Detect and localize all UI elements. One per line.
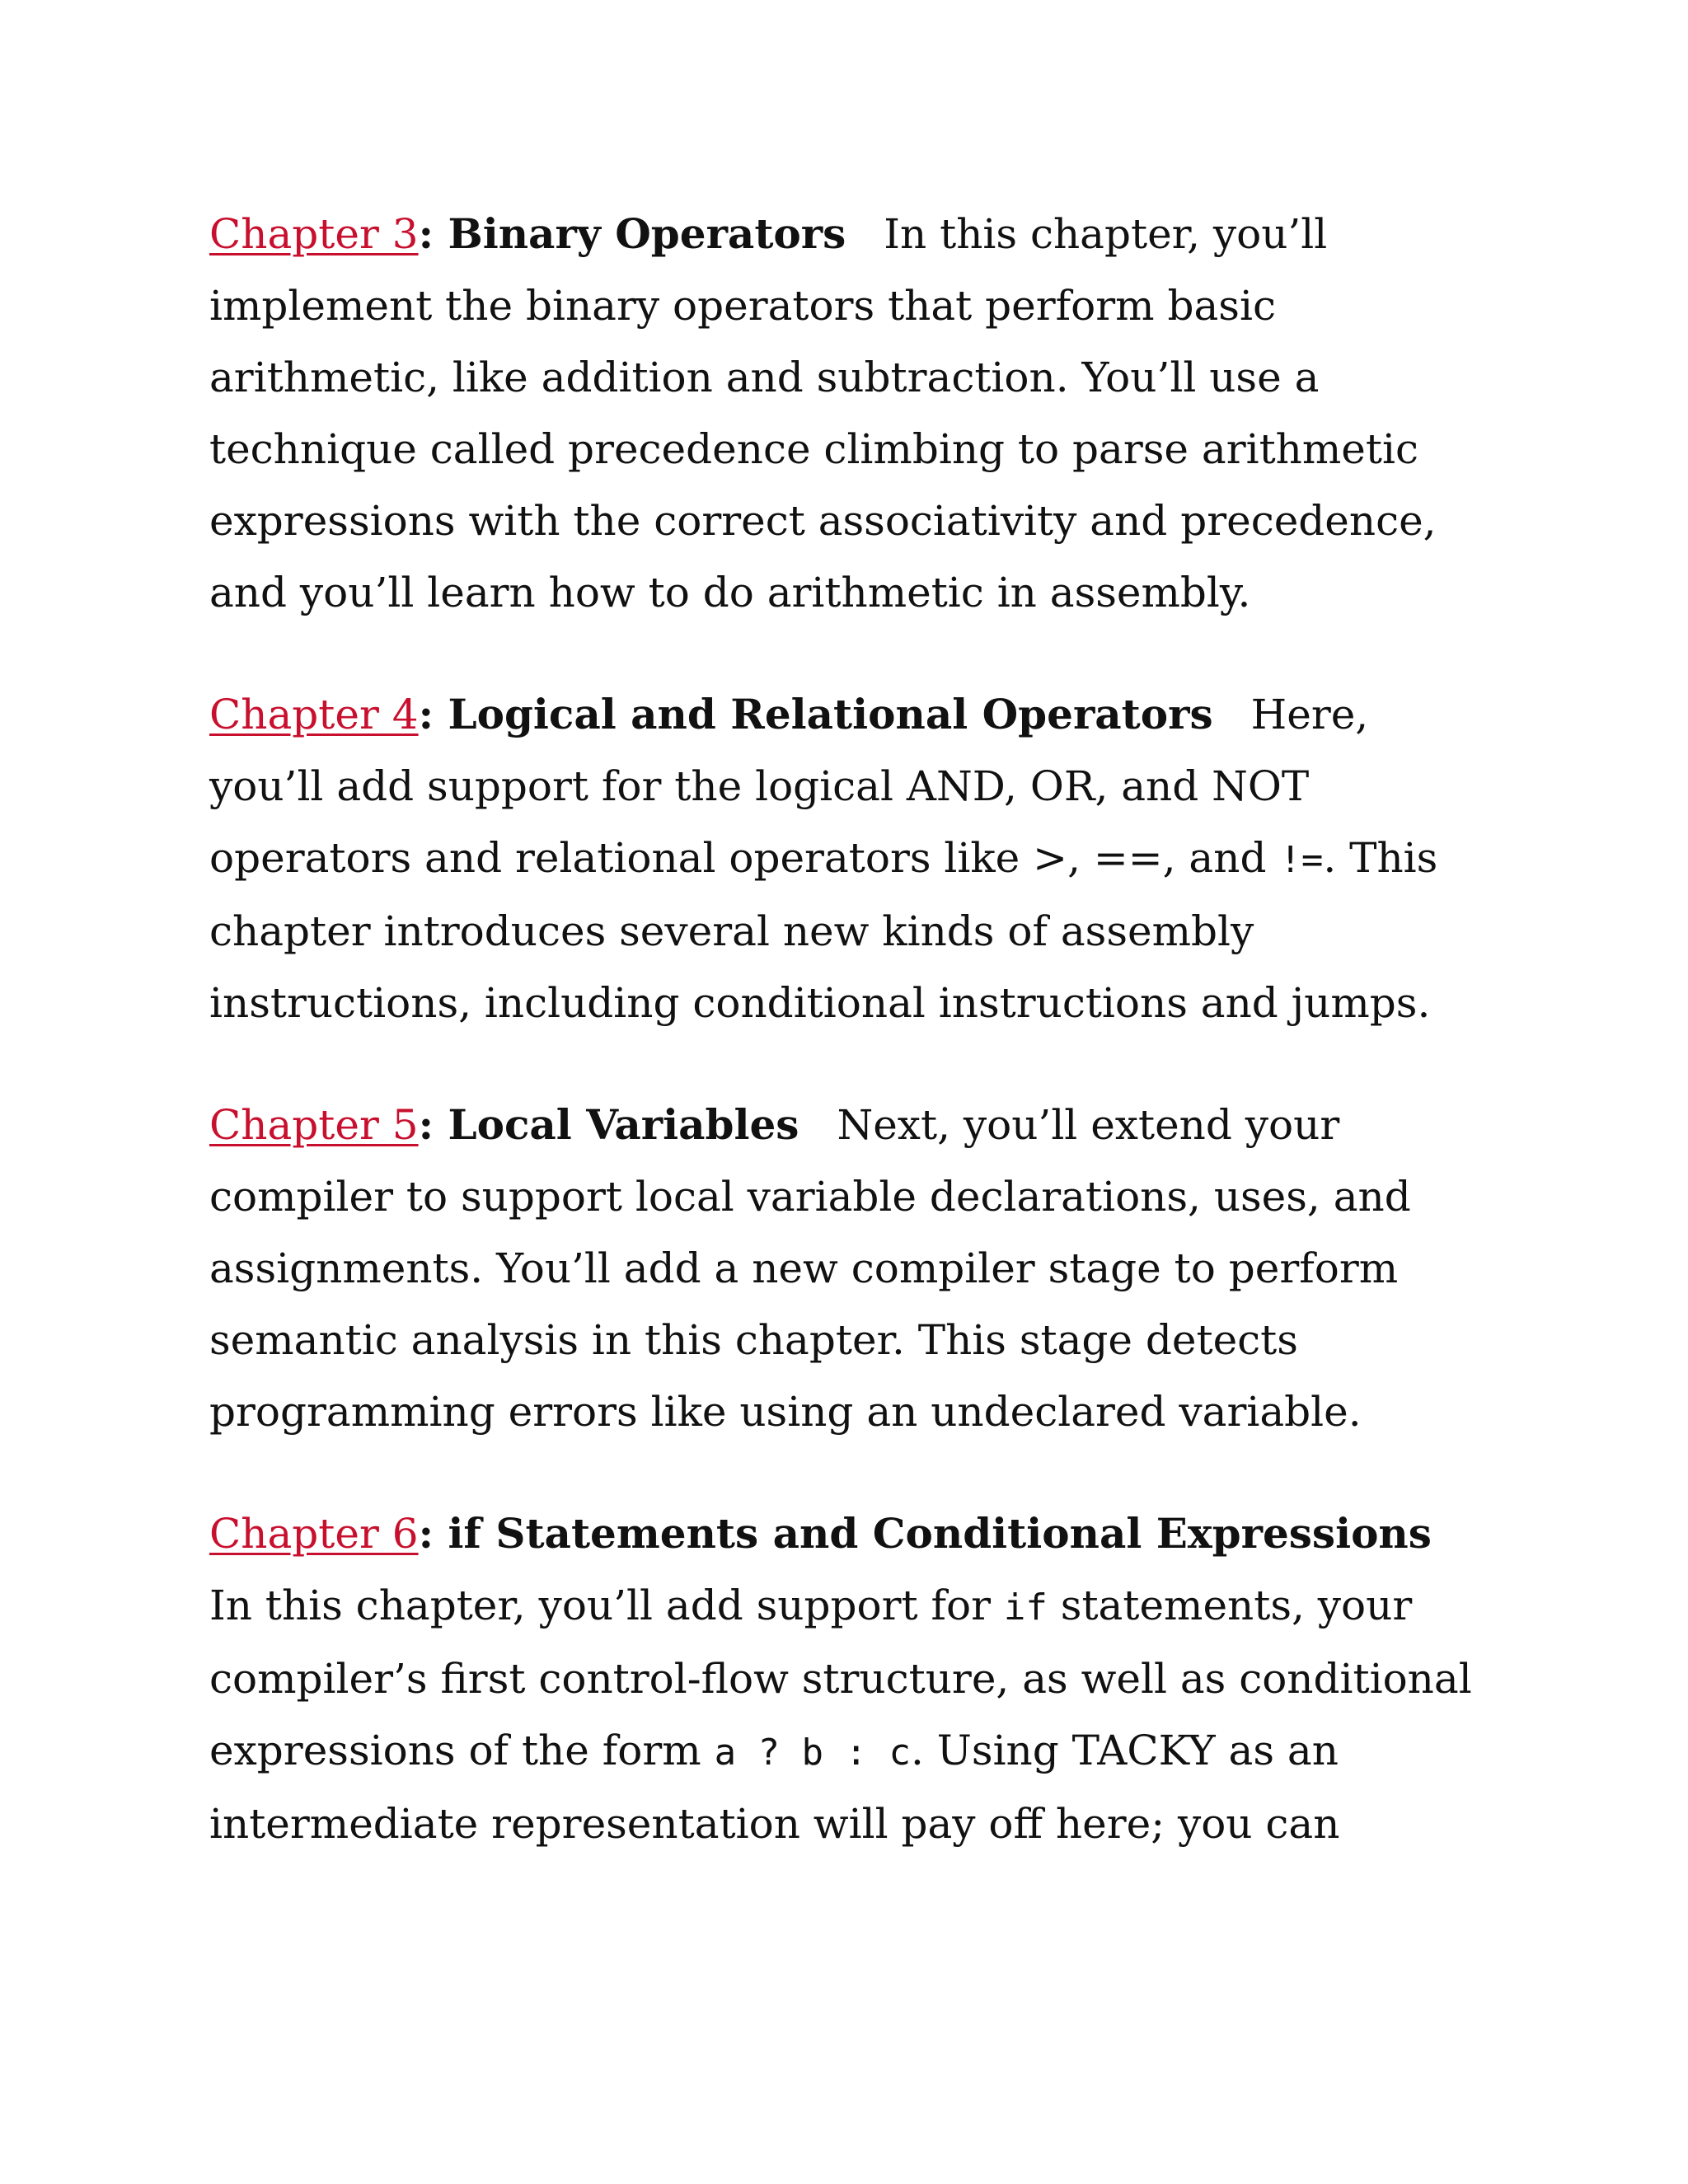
chapter-3-description: In this chapter, you’ll implement the binary operators that perform basic arithmetic, like addition and subtraction. You’ll use a technique called precedence climbing to parse arithmetic expressions with the correct associativity and precedence, and you’ll learn how to do arithmetic in assembly. — [209, 210, 1437, 616]
chapter-5-link[interactable]: Chapter 5 — [209, 1101, 419, 1149]
chapter-6-description-part-3: . Using TACKY as an intermediate representation will pay off here; you can — [209, 1727, 1340, 1848]
chapter-4-title: : Logical and Relational Operators — [418, 690, 1213, 738]
chapter-6-link[interactable]: Chapter 6 — [209, 1510, 419, 1558]
chapter-5-description: Next, you’ll extend your compiler to support local variable declarations, uses, and assignments. You’ll add a new compiler stage to perform semantic analysis in this chapter. This stage detects programming errors like using an undeclared variable. — [209, 1101, 1411, 1436]
chapter-4-entry — [209, 678, 1495, 1039]
chapter-3-link[interactable]: Chapter 3 — [209, 210, 419, 258]
chapter-3-title: : Binary Operators — [418, 209, 846, 258]
chapter-5-title: : Local Variables — [418, 1100, 799, 1149]
code-not-equal-operator: != — [1279, 839, 1324, 881]
chapter-6-description-part-1: In this chapter, you’ll add support for — [209, 1582, 991, 1629]
code-ternary-expression: a ? b : c — [714, 1732, 911, 1774]
chapter-4-link[interactable]: Chapter 4 — [209, 691, 419, 738]
chapter-6-title: : if Statements and Conditional Expressions — [418, 1509, 1432, 1558]
chapter-6-entry — [209, 1497, 1495, 1860]
chapter-4-description-part-1: Here, you’ll add support for the logical AND, OR, and NOT operators and relational operators like >, ==, and — [209, 691, 1369, 882]
chapter-6-description-part-2: statements, your compiler’s first control-flow structure, as well as conditional expressions of the form — [209, 1582, 1472, 1774]
chapter-4-description-part-2: . This chapter introduces several new kinds of assembly instructions, including conditional instructions and jumps. — [209, 834, 1438, 1027]
code-if-keyword: if — [1003, 1586, 1048, 1629]
document-page — [209, 198, 1495, 1910]
chapter-5-entry — [209, 1089, 1495, 1448]
chapter-3-entry — [209, 198, 1495, 629]
